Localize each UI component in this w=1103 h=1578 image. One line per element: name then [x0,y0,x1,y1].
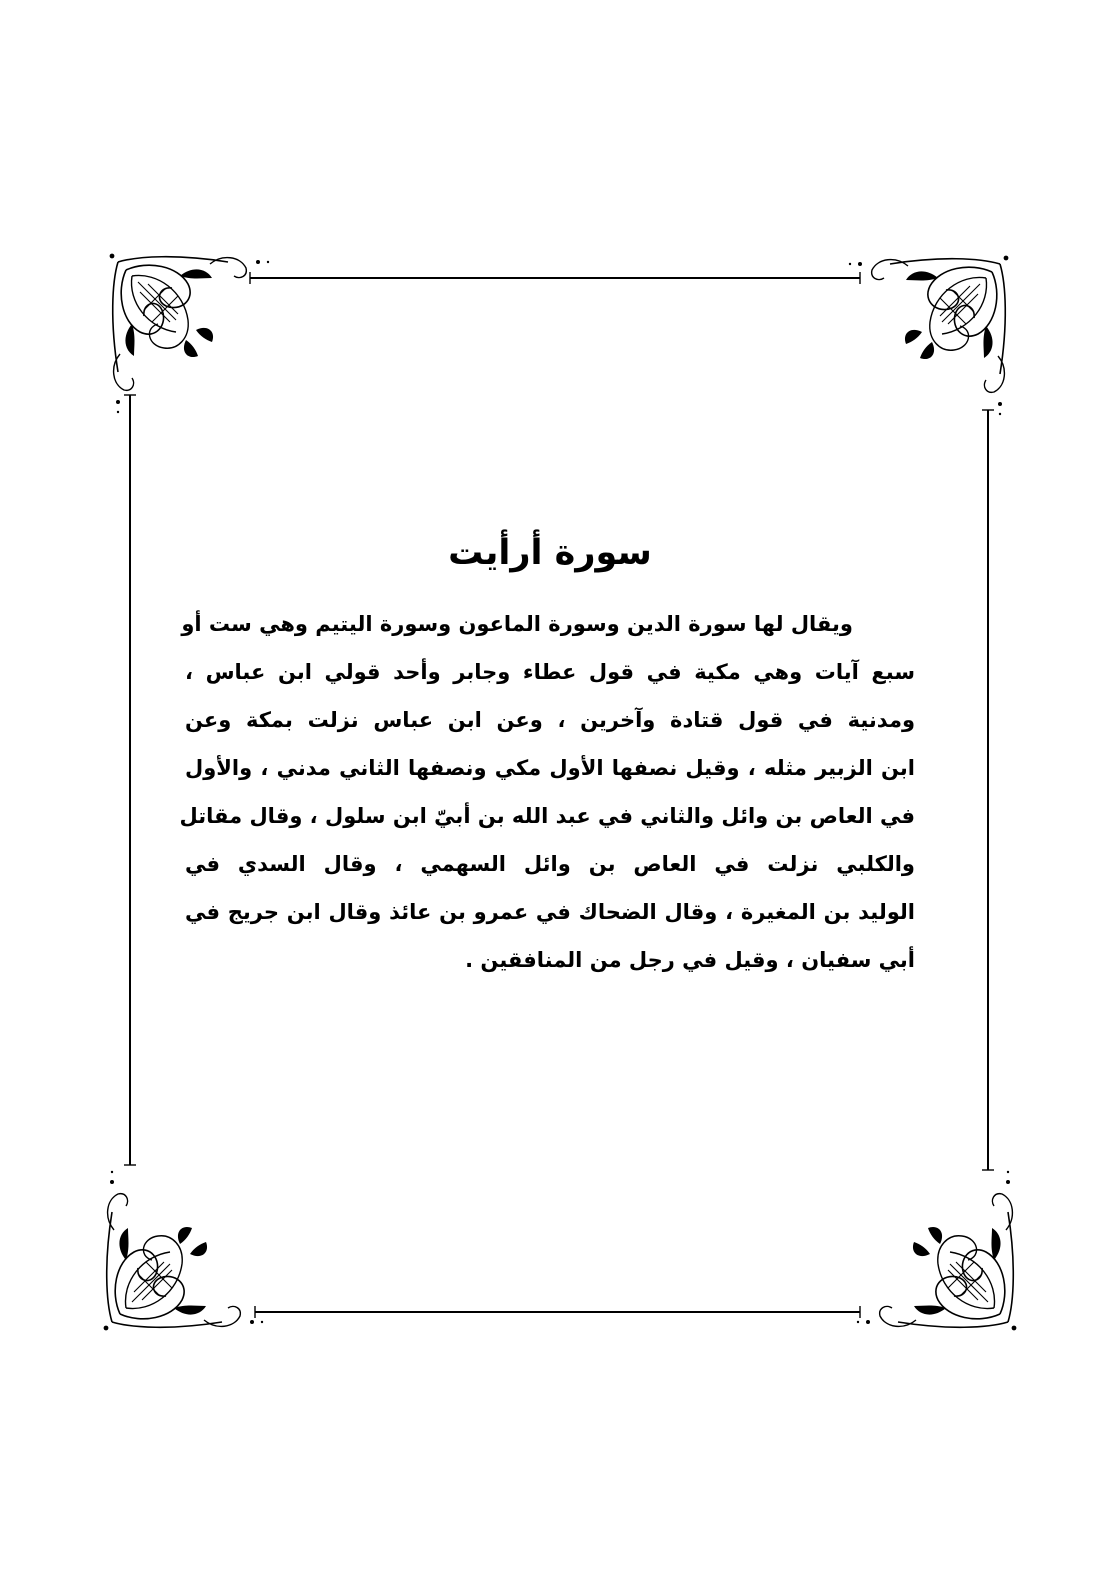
text-line: سبع آيات وهي مكية في قول عطاء وجابر وأحد قولي ابن عباس ، [185,660,915,684]
text-line: أبي سفيان ، وقيل في رجل من المنافقين . [465,948,915,972]
text-line: ويقال لها سورة الدين وسورة الماعون وسورة اليتيم وهي ست أو [181,612,853,636]
body-paragraph [179,600,915,984]
corner-ornament-bottom-left [104,1171,264,1331]
text-line: الوليد بن المغيرة ، وقال الضحاك في عمرو بن عائذ وقال ابن جريج في [185,900,915,924]
text-line: والكلبي نزلت في العاص بن وائل السهمي ، وقال السدي في [185,852,915,876]
corner-ornament-top-right [849,256,1009,416]
surah-title: سورة أرأيت [448,533,652,573]
text-line: ومدنية في قول قتادة وآخرين ، وعن ابن عباس نزلت بمكة وعن [185,708,915,732]
corner-ornament-bottom-right [857,1171,1017,1331]
text-line: في العاص بن وائل والثاني في عبد الله بن أبيّ ابن سلول ، وقال مقاتل [179,804,915,828]
text-line: ابن الزبير مثله ، وقيل نصفها الأول مكي ونصفها الثاني مدني ، والأول [185,756,915,780]
corner-ornament-top-left [110,254,270,414]
